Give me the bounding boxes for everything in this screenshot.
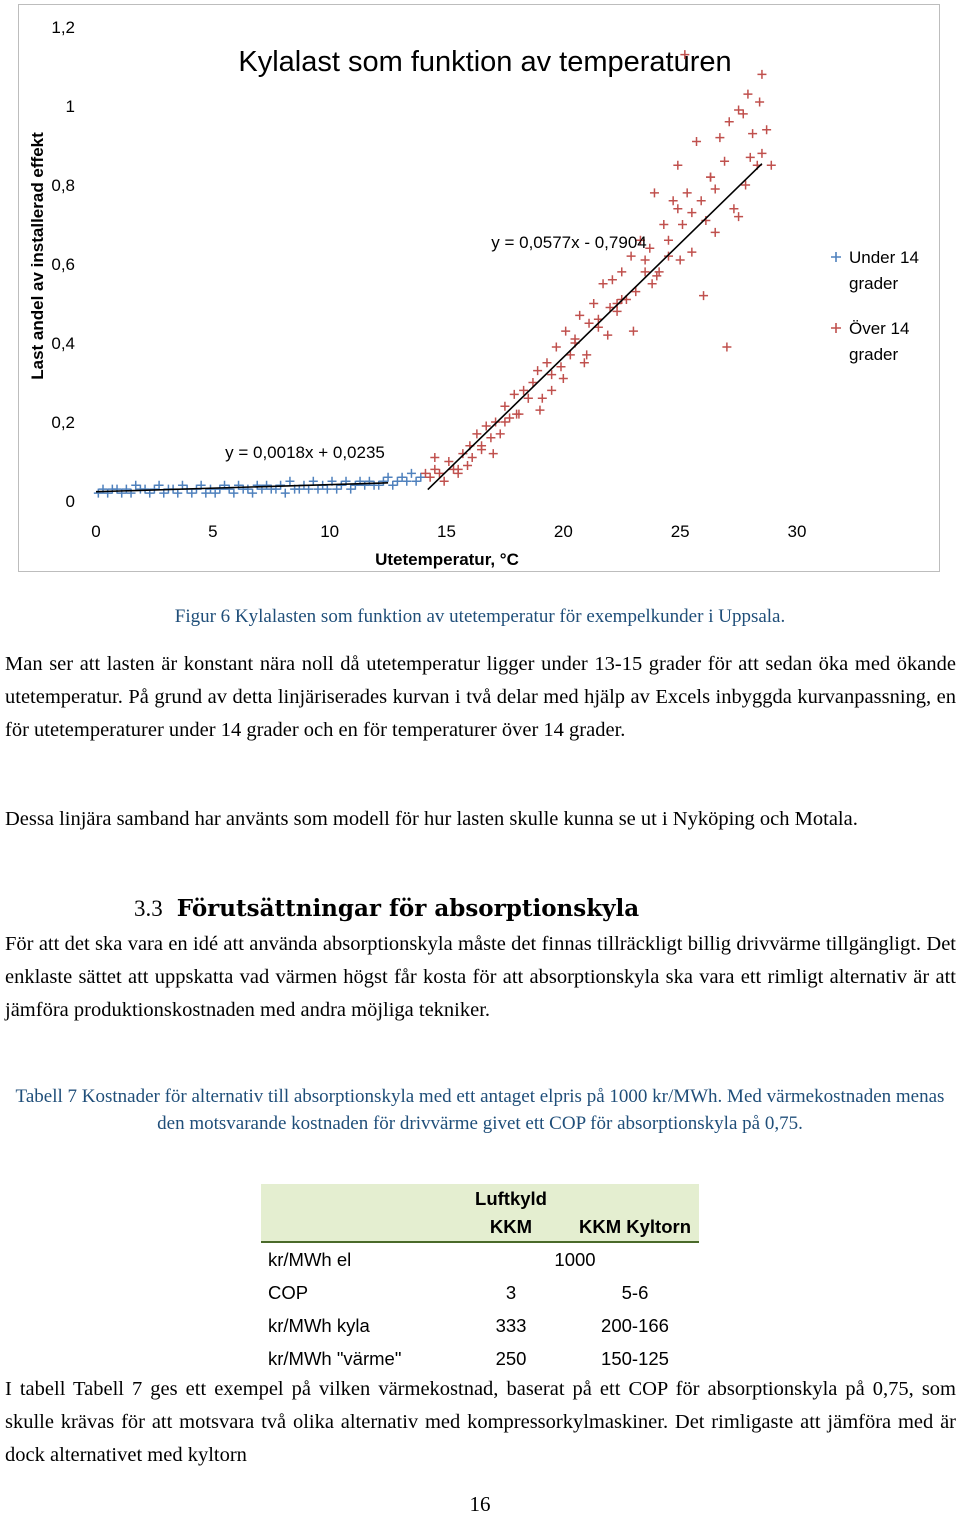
- data-point: [687, 248, 696, 257]
- data-point: [500, 418, 509, 427]
- data-point: [606, 303, 615, 312]
- data-point: [486, 433, 495, 442]
- data-point: [629, 327, 638, 336]
- data-point: [379, 477, 388, 486]
- table-header-kyltorn: KKM Kyltorn: [571, 1184, 699, 1242]
- data-point: [463, 461, 472, 470]
- data-point: [491, 418, 500, 427]
- data-point: [687, 208, 696, 217]
- data-point: [117, 489, 126, 498]
- x-tick-label: 25: [670, 522, 690, 541]
- section-title: Förutsättningar för absorptionskyla: [176, 895, 640, 922]
- data-point: [122, 485, 131, 494]
- data-point: [262, 481, 271, 490]
- data-point: [500, 402, 509, 411]
- paragraph-2: Dessa linjära samband har använts som modell för hur lasten skulle kunna se ut i Nyköping och Motala.: [5, 808, 858, 830]
- y-tick-label: 1: [65, 97, 75, 116]
- data-point: [664, 252, 673, 261]
- y-tick-label: 0,8: [51, 176, 75, 195]
- data-point: [692, 137, 701, 146]
- data-point: [416, 473, 425, 482]
- data-point: [435, 469, 444, 478]
- chart-title: Kylalast som funktion av temperaturen: [238, 46, 732, 78]
- data-point: [608, 275, 617, 284]
- data-point: [699, 291, 708, 300]
- data-point: [234, 481, 243, 490]
- data-point: [762, 125, 771, 134]
- data-point: [585, 319, 594, 328]
- data-point: [332, 485, 341, 494]
- data-point: [650, 188, 659, 197]
- data-point: [393, 477, 402, 486]
- data-point: [496, 429, 505, 438]
- data-point: [542, 358, 551, 367]
- data-point: [743, 90, 752, 99]
- data-point: [655, 267, 664, 276]
- cost-table: [261, 1184, 699, 1375]
- data-point: [155, 481, 164, 490]
- data-point: [566, 350, 575, 359]
- data-point: [706, 173, 715, 182]
- table-row: [261, 1242, 699, 1276]
- data-point: [388, 481, 397, 490]
- data-point: [346, 485, 355, 494]
- data-point: [580, 358, 589, 367]
- data-point: [739, 109, 748, 118]
- data-point: [489, 449, 498, 458]
- data-point: [365, 477, 374, 486]
- table-header-empty: [261, 1184, 451, 1242]
- data-point: [748, 129, 757, 138]
- data-point: [512, 410, 521, 419]
- row-label: kr/MWh "värme": [268, 1347, 402, 1369]
- row-label: kr/MWh el: [268, 1248, 352, 1270]
- data-point: [725, 117, 734, 126]
- data-point: [535, 406, 544, 415]
- section-heading: [134, 893, 639, 925]
- scatter-chart: [19, 5, 939, 571]
- data-point: [360, 481, 369, 490]
- data-point: [374, 481, 383, 490]
- table-cell: 333: [495, 1314, 527, 1336]
- data-point: [458, 449, 467, 458]
- data-series: [94, 50, 776, 497]
- data-point: [94, 489, 103, 498]
- data-point: [599, 279, 608, 288]
- legend: [831, 248, 919, 364]
- data-point: [673, 204, 682, 213]
- table-header-row: [261, 1184, 699, 1242]
- data-point: [659, 220, 668, 229]
- data-point: [510, 390, 519, 399]
- data-point: [561, 327, 570, 336]
- y-tick-label: 0: [65, 492, 75, 511]
- data-point: [103, 489, 112, 498]
- trendlines: [96, 164, 762, 492]
- data-point: [402, 477, 411, 486]
- data-point: [276, 481, 285, 490]
- x-tick-label: 15: [437, 522, 456, 541]
- data-point: [715, 133, 724, 142]
- data-point: [757, 149, 766, 158]
- data-point: [421, 469, 430, 478]
- data-point: [664, 236, 673, 245]
- data-point: [538, 394, 547, 403]
- data-point: [211, 489, 220, 498]
- data-point: [468, 453, 477, 462]
- data-point: [398, 473, 407, 482]
- data-point: [215, 485, 224, 494]
- table-cell: 5-6: [621, 1281, 649, 1303]
- x-axis-label: Utetemperatur, °C: [375, 550, 519, 569]
- data-point: [323, 485, 332, 494]
- data-point: [559, 374, 568, 383]
- data-point: [652, 271, 661, 280]
- data-point: [454, 465, 463, 474]
- data-point: [477, 445, 486, 454]
- x-tick-label: 10: [320, 522, 340, 541]
- data-point: [253, 481, 262, 490]
- row-label: kr/MWh kyla: [268, 1314, 370, 1336]
- data-point: [673, 161, 682, 170]
- data-point: [547, 386, 556, 395]
- data-point: [472, 429, 481, 438]
- data-point: [430, 453, 439, 462]
- data-point: [444, 457, 453, 466]
- legend-marker-under: [831, 252, 841, 262]
- data-point: [697, 196, 706, 205]
- data-point: [767, 161, 776, 170]
- data-point: [285, 477, 294, 486]
- paragraph-1: Man ser att lasten är konstant nära noll då utetemperatur ligger under 13-15 grader för att sedan öka med ökande utetemperatur. På grund av detta linjäriserades kurvan i två delar med hjälp av Excels inbyggda kurvanpassning, en för utetemperaturer under 14 grader och en för temperaturer över 14 grader.: [5, 653, 956, 741]
- data-point: [613, 299, 622, 308]
- y-tick-label: 0,6: [51, 255, 75, 274]
- data-point: [631, 287, 640, 296]
- axis-tick-labels: [51, 18, 806, 541]
- data-point: [201, 489, 210, 498]
- trendline-equation: y = 0,0018x + 0,0235: [225, 443, 385, 462]
- data-point: [575, 311, 584, 320]
- page-number: 16: [469, 1492, 491, 1516]
- section-number: 3.3: [134, 896, 163, 921]
- table-row: [261, 1342, 699, 1375]
- legend-entry-under: [831, 248, 919, 293]
- data-point: [582, 350, 591, 359]
- data-point: [528, 378, 537, 387]
- table-cell: 3: [505, 1281, 517, 1303]
- row-label: COP: [268, 1281, 309, 1303]
- table-row: [261, 1309, 699, 1342]
- data-point: [757, 70, 766, 79]
- data-point: [351, 481, 360, 490]
- paragraph-4: I tabell Tabell 7 ges ett exempel på vilken värmekostnad, baserat på ett COP för absorptionskyla på 0,75, som skulle krävas för att motsvara två olika alternativ med kompressorkylmaskiner. Det rimligaste att jämföra med är dock alternativet med kyltorn: [5, 1378, 956, 1466]
- data-point: [281, 489, 290, 498]
- data-point: [187, 489, 196, 498]
- data-point: [131, 481, 140, 490]
- data-point: [722, 342, 731, 351]
- paragraph-3: För att det ska vara en idé att använda absorptionskyla måste det finnas tillräckligt billig drivvärme tillgängligt. Det enklaste sättet att uppskatta vad värmen högst får kosta för att absorptionskyla ska vara ett rimligt alternativ är att jämföra produktionskostnaden med andra möjliga tekniker.: [5, 933, 956, 1021]
- data-point: [407, 469, 416, 478]
- table-row: [261, 1276, 699, 1309]
- data-point: [225, 485, 234, 494]
- data-point: [533, 366, 542, 375]
- data-point: [641, 256, 650, 265]
- legend-label-under: Under 14 grader: [849, 248, 919, 293]
- chart-container: [18, 4, 940, 572]
- data-point: [627, 252, 636, 261]
- data-point: [711, 184, 720, 193]
- data-point: [412, 477, 421, 486]
- data-point: [113, 485, 122, 494]
- x-tick-label: 0: [91, 522, 101, 541]
- data-point: [243, 485, 252, 494]
- trendline-equation: y = 0,0577x - 0,7904: [491, 233, 647, 252]
- data-point: [734, 212, 743, 221]
- data-point: [711, 228, 720, 237]
- data-point: [430, 465, 439, 474]
- data-point: [313, 485, 322, 494]
- data-point: [384, 473, 393, 482]
- data-point: [683, 188, 692, 197]
- data-point: [229, 489, 238, 498]
- data-point: [248, 489, 257, 498]
- series-over: [421, 50, 776, 486]
- legend-entry-over: [831, 319, 909, 364]
- data-point: [206, 485, 215, 494]
- trendline: [428, 164, 762, 490]
- table-cell: 250: [495, 1347, 527, 1369]
- figure-caption: Figur 6 Kylalasten som funktion av utetemperatur för exempelkunder i Uppsala.: [174, 606, 786, 627]
- data-point: [505, 414, 514, 423]
- table-caption: Tabell 7 Kostnader för alternativ till absorptionskyla med ett antaget elpris på 1000 kr/MWh. Med värmekostnaden menas den motsvarande kostnaden för drivvärme givet ett COP för absorptionskyla på 0,75.: [15, 1086, 945, 1134]
- legend-label-over: Över 14 grader: [849, 319, 910, 364]
- data-point: [755, 98, 764, 107]
- data-point: [141, 485, 150, 494]
- data-point: [720, 157, 729, 166]
- y-tick-label: 0,2: [51, 413, 75, 432]
- x-tick-label: 5: [208, 522, 218, 541]
- y-axis-label: Last andel av installerad effekt: [28, 132, 47, 380]
- table-header-luftkyld: Luftkyld KKM: [451, 1184, 571, 1242]
- data-point: [746, 153, 755, 162]
- data-point: [669, 196, 678, 205]
- x-tick-label: 20: [553, 522, 573, 541]
- data-point: [676, 256, 685, 265]
- data-point: [734, 105, 743, 114]
- data-point: [729, 204, 738, 213]
- data-point: [589, 299, 598, 308]
- table-cell: 150-125: [601, 1347, 669, 1369]
- data-point: [426, 473, 435, 482]
- x-tick-label: 30: [787, 522, 807, 541]
- data-point: [617, 267, 626, 276]
- data-point: [440, 477, 449, 486]
- y-tick-label: 1,2: [51, 18, 75, 37]
- data-point: [552, 342, 561, 351]
- table-cell-merged: 1000: [554, 1248, 596, 1270]
- table-cell: 200-166: [601, 1314, 669, 1336]
- y-tick-label: 0,4: [51, 334, 75, 353]
- data-point: [648, 279, 657, 288]
- data-point: [337, 481, 346, 490]
- data-point: [678, 220, 687, 229]
- legend-marker-over: [831, 323, 841, 333]
- data-point: [603, 331, 612, 340]
